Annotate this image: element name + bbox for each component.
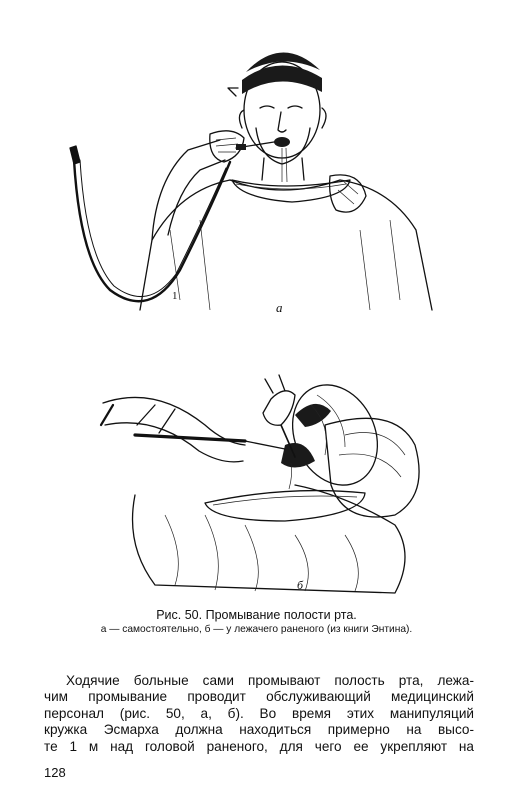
- body-line: чим промывание проводит обслуживающий медицинский: [44, 689, 474, 705]
- page-number: 128: [44, 765, 66, 780]
- body-paragraph: [44, 673, 474, 755]
- tube-number-label: 1: [172, 290, 178, 302]
- illustration-lying-patient: [95, 365, 430, 600]
- body-line: Ходячие больные сами промывают полость рта, лежа-: [66, 673, 474, 688]
- caption-subtitle: а — самостоятельно, б — у лежачего раненого (из книги Энтина).: [100, 624, 413, 635]
- body-line: кружка Эсмарха должна находиться примерно на высо-: [44, 722, 474, 738]
- body-line: персонал (рис. 50, а, б). Во время этих манипуляций: [44, 705, 474, 721]
- caption-title: Рис. 50. Промывание полости рта.: [156, 608, 357, 622]
- illustration-self-rinsing: [60, 30, 450, 330]
- body-line: те 1 м над головой раненого, для чего ее укрепляют на: [44, 738, 474, 754]
- figure-b-label: б: [297, 578, 304, 592]
- figure-caption: [0, 607, 513, 637]
- figure-a-label: а: [276, 300, 283, 315]
